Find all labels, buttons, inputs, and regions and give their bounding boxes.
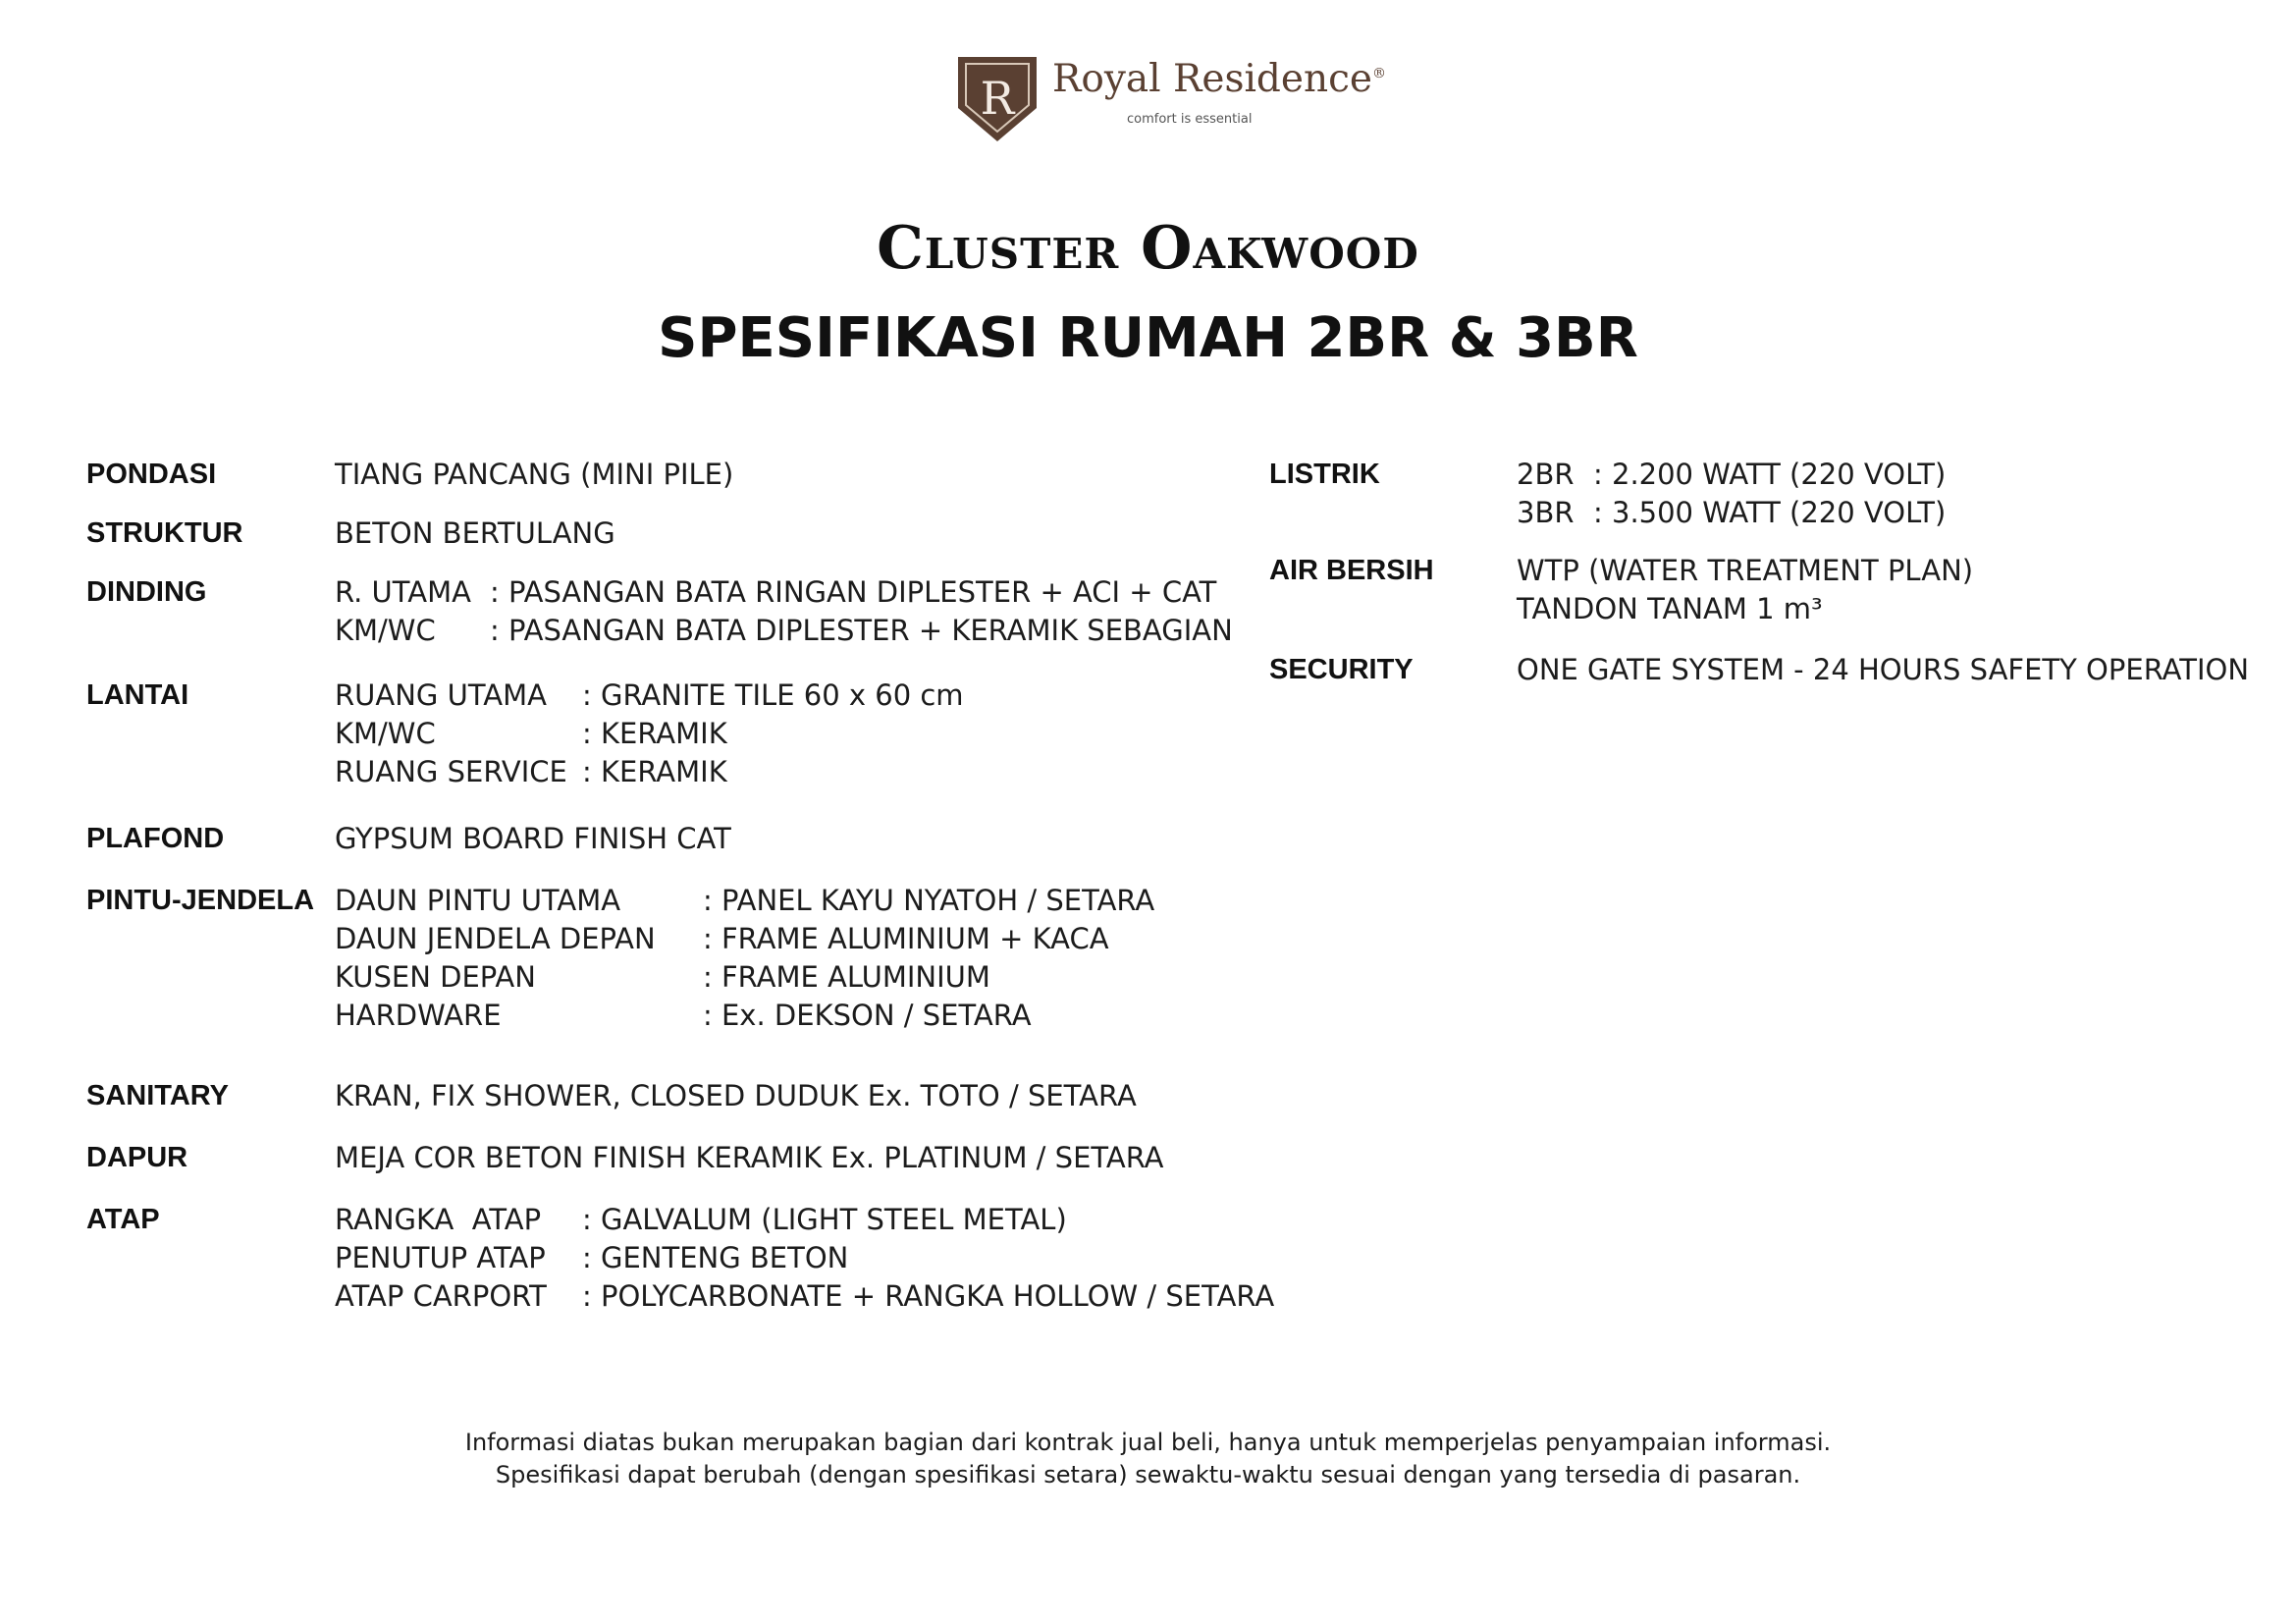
- spec-security: [1269, 651, 2249, 689]
- spec-label: LISTRIK: [1269, 459, 1380, 490]
- spec-row-value: : KERAMIK: [582, 755, 727, 788]
- page-subtitle: SPESIFIKASI RUMAH 2BR & 3BR: [658, 306, 1638, 370]
- registered-mark: ®: [1372, 66, 1387, 81]
- spec-label: SANITARY: [86, 1080, 229, 1111]
- spec-value: KRAN, FIX SHOWER, CLOSED DUDUK Ex. TOTO / SETARA: [335, 1079, 1137, 1112]
- spec-row: [335, 1201, 1274, 1239]
- spec-dinding: [86, 573, 1233, 650]
- spec-label: PLAFOND: [86, 823, 225, 854]
- spec-row-key: 3BR: [1517, 496, 1575, 529]
- spec-row-value: : FRAME ALUMINIUM: [703, 960, 990, 994]
- shield-icon: [954, 51, 1041, 145]
- spec-row-value: : GALVALUM (LIGHT STEEL METAL): [582, 1203, 1067, 1236]
- spec-row-key: KM/WC: [335, 717, 436, 750]
- spec-row-value: : FRAME ALUMINIUM + KACA: [703, 922, 1109, 955]
- brand-name-text: Royal Residence: [1052, 57, 1373, 101]
- spec-struktur: [86, 514, 615, 553]
- spec-row: [335, 677, 964, 715]
- spec-label: DINDING: [86, 576, 207, 608]
- spec-air-bersih: [1269, 552, 1973, 628]
- spec-row-key: RANGKA ATAP: [335, 1203, 542, 1236]
- spec-row-value: : PASANGAN BATA DIPLESTER + KERAMIK SEBAGIAN: [490, 614, 1233, 647]
- brand-logo: [954, 51, 1387, 149]
- spec-row: [335, 882, 1154, 920]
- spec-label: AIR BERSIH: [1269, 555, 1434, 586]
- spec-row: [335, 715, 964, 753]
- brand-name: [1052, 57, 1386, 101]
- spec-label: PONDASI: [86, 459, 217, 490]
- spec-row-value: : GRANITE TILE 60 x 60 cm: [582, 678, 964, 712]
- spec-lantai: [86, 677, 964, 791]
- spec-row: [335, 1277, 1274, 1316]
- spec-row-key: HARDWARE: [335, 999, 502, 1032]
- spec-row-key: ATAP CARPORT: [335, 1279, 547, 1313]
- spec-value: ONE GATE SYSTEM - 24 HOURS SAFETY OPERATION: [1517, 653, 2250, 686]
- spec-row-value: : KERAMIK: [582, 717, 727, 750]
- spec-values: [1517, 552, 1973, 628]
- spec-row-value: : 2.200 WATT (220 VOLT): [1593, 458, 1947, 491]
- spec-row: [335, 920, 1154, 958]
- spec-value: GYPSUM BOARD FINISH CAT: [335, 822, 731, 855]
- disclaimer-line-2: Spesifikasi dapat berubah (dengan spesifikasi setara) sewaktu-waktu sesuai dengan yang tersedia di pasaran.: [495, 1461, 1801, 1489]
- spec-row: [335, 753, 964, 791]
- spec-dapur: [86, 1139, 1164, 1177]
- disclaimer-line-1: Informasi diatas bukan merupakan bagian dari kontrak jual beli, hanya untuk memperjelas penyampaian informasi.: [464, 1429, 1832, 1456]
- spec-label: SECURITY: [1269, 654, 1414, 685]
- spec-label: PINTU-JENDELA: [86, 885, 315, 916]
- spec-value: BETON BERTULANG: [335, 516, 615, 550]
- spec-listrik: [1269, 456, 1946, 532]
- spec-row-key: DAUN JENDELA DEPAN: [335, 922, 656, 955]
- spec-label: DAPUR: [86, 1142, 188, 1173]
- spec-row-value: : POLYCARBONATE + RANGKA HOLLOW / SETARA: [582, 1279, 1275, 1313]
- spec-row-key: PENUTUP ATAP: [335, 1241, 546, 1274]
- spec-row: [335, 997, 1154, 1035]
- spec-value: TIANG PANCANG (MINI PILE): [335, 458, 734, 491]
- spec-row-key: KM/WC: [335, 614, 436, 647]
- spec-pintu-jendela: [86, 882, 1154, 1035]
- spec-row-key: RUANG UTAMA: [335, 678, 547, 712]
- spec-row-key: KUSEN DEPAN: [335, 960, 536, 994]
- spec-pondasi: [86, 456, 733, 494]
- disclaimer: [0, 1427, 2296, 1491]
- spec-label: LANTAI: [86, 679, 189, 711]
- spec-row-value: : Ex. DEKSON / SETARA: [703, 999, 1032, 1032]
- spec-label: ATAP: [86, 1204, 160, 1235]
- spec-values: [1517, 456, 1946, 532]
- spec-row-key: 2BR: [1517, 458, 1575, 491]
- spec-plafond: [86, 820, 731, 858]
- page-title: Cluster Oakwood: [877, 214, 1419, 283]
- spec-sanitary: [86, 1077, 1137, 1115]
- spec-values: [335, 573, 1233, 650]
- spec-label: STRUKTUR: [86, 517, 243, 549]
- spec-row: [335, 958, 1154, 997]
- spec-row-value: : GENTENG BETON: [582, 1241, 849, 1274]
- spec-line: WTP (WATER TREATMENT PLAN): [1517, 554, 1974, 587]
- spec-row: [1517, 494, 1946, 532]
- spec-values: [335, 882, 1154, 1035]
- spec-value: MEJA COR BETON FINISH KERAMIK Ex. PLATINUM / SETARA: [335, 1141, 1164, 1174]
- spec-atap: [86, 1201, 1274, 1316]
- spec-row: [1517, 456, 1946, 494]
- spec-row-key: DAUN PINTU UTAMA: [335, 884, 621, 917]
- brand-tagline: comfort is essential: [1127, 112, 1253, 127]
- spec-values: [335, 1201, 1274, 1316]
- spec-line: TANDON TANAM 1 m³: [1517, 592, 1823, 625]
- spec-values: [335, 677, 964, 791]
- spec-row: [335, 612, 1233, 650]
- spec-row-key: RUANG SERVICE: [335, 755, 567, 788]
- spec-row-value: : PASANGAN BATA RINGAN DIPLESTER + ACI + CAT: [490, 575, 1217, 609]
- spec-row: [335, 1239, 1274, 1277]
- spec-row-key: R. UTAMA: [335, 575, 471, 609]
- spec-row-value: : PANEL KAYU NYATOH / SETARA: [703, 884, 1155, 917]
- spec-row: [335, 573, 1233, 612]
- logo-initial: R: [980, 72, 1015, 125]
- spec-row-value: : 3.500 WATT (220 VOLT): [1593, 496, 1947, 529]
